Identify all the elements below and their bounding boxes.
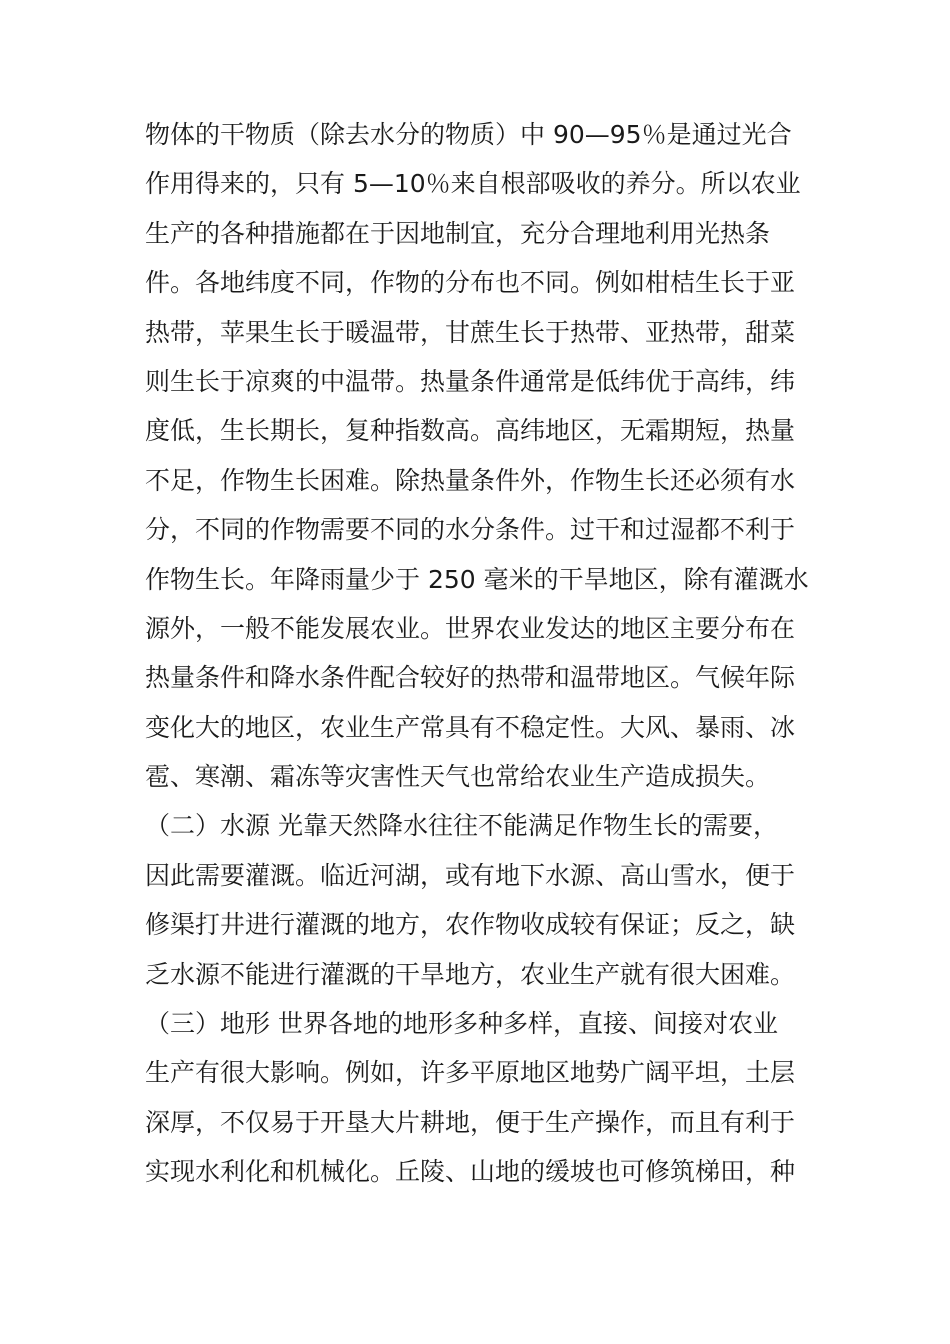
text-line: 深厚，不仅易于开垦大片耕地，便于生产操作，而且有利于: [145, 1107, 796, 1137]
text-line: 作物生长。年降雨量少于 250 毫米的干旱地区，除有灌溉水: [145, 564, 809, 594]
text-line: 件。各地纬度不同，作物的分布也不同。例如柑桔生长于亚: [145, 268, 796, 298]
text-line: 生产的各种措施都在于因地制宜，充分合理地利用光热条: [145, 218, 771, 248]
text-line: 乏水源不能进行灌溉的干旱地方，农业生产就有很大困难。: [145, 959, 796, 989]
text-line: 分，不同的作物需要不同的水分条件。过干和过湿都不利于: [145, 515, 796, 545]
text-line: （二）水源 光靠天然降水往往不能满足作物生长的需要，: [145, 811, 778, 841]
text-line: 作用得来的，只有 5—10％来自根部吸收的养分。所以农业: [145, 169, 801, 199]
text-line: 物体的干物质（除去水分的物质）中 90—95％是通过光合: [145, 120, 792, 149]
body-text: [145, 110, 810, 1197]
text-line: 则生长于凉爽的中温带。热量条件通常是低纬优于高纬，纬: [145, 366, 796, 396]
text-line: 热量条件和降水条件配合较好的热带和温带地区。气候年际: [145, 663, 796, 693]
text-line: （三）地形 世界各地的地形多种多样，直接、间接对农业: [145, 1009, 778, 1039]
text-line: 生产有很大影响。例如，许多平原地区地势广阔平坦，土层: [145, 1058, 796, 1088]
text-line: 变化大的地区，农业生产常具有不稳定性。大风、暴雨、冰: [145, 712, 796, 742]
text-line: 雹、寒潮、霜冻等灾害性天气也常给农业生产造成损失。: [145, 762, 771, 792]
text-line: 源外，一般不能发展农业。世界农业发达的地区主要分布在: [145, 613, 796, 643]
text-line: 热带，苹果生长于暖温带，甘蔗生长于热带、亚热带，甜菜: [145, 317, 796, 347]
text-line: 不足，作物生长困难。除热量条件外，作物生长还必须有水: [145, 465, 796, 495]
text-line: 修渠打井进行灌溉的地方，农作物收成较有保证；反之，缺: [145, 910, 796, 940]
text-line: 因此需要灌溉。临近河湖，或有地下水源、高山雪水，便于: [145, 860, 796, 890]
text-line: 度低，生长期长，复种指数高。高纬地区，无霜期短，热量: [145, 416, 796, 446]
text-line: 实现水利化和机械化。丘陵、山地的缓坡也可修筑梯田，种: [145, 1157, 796, 1187]
